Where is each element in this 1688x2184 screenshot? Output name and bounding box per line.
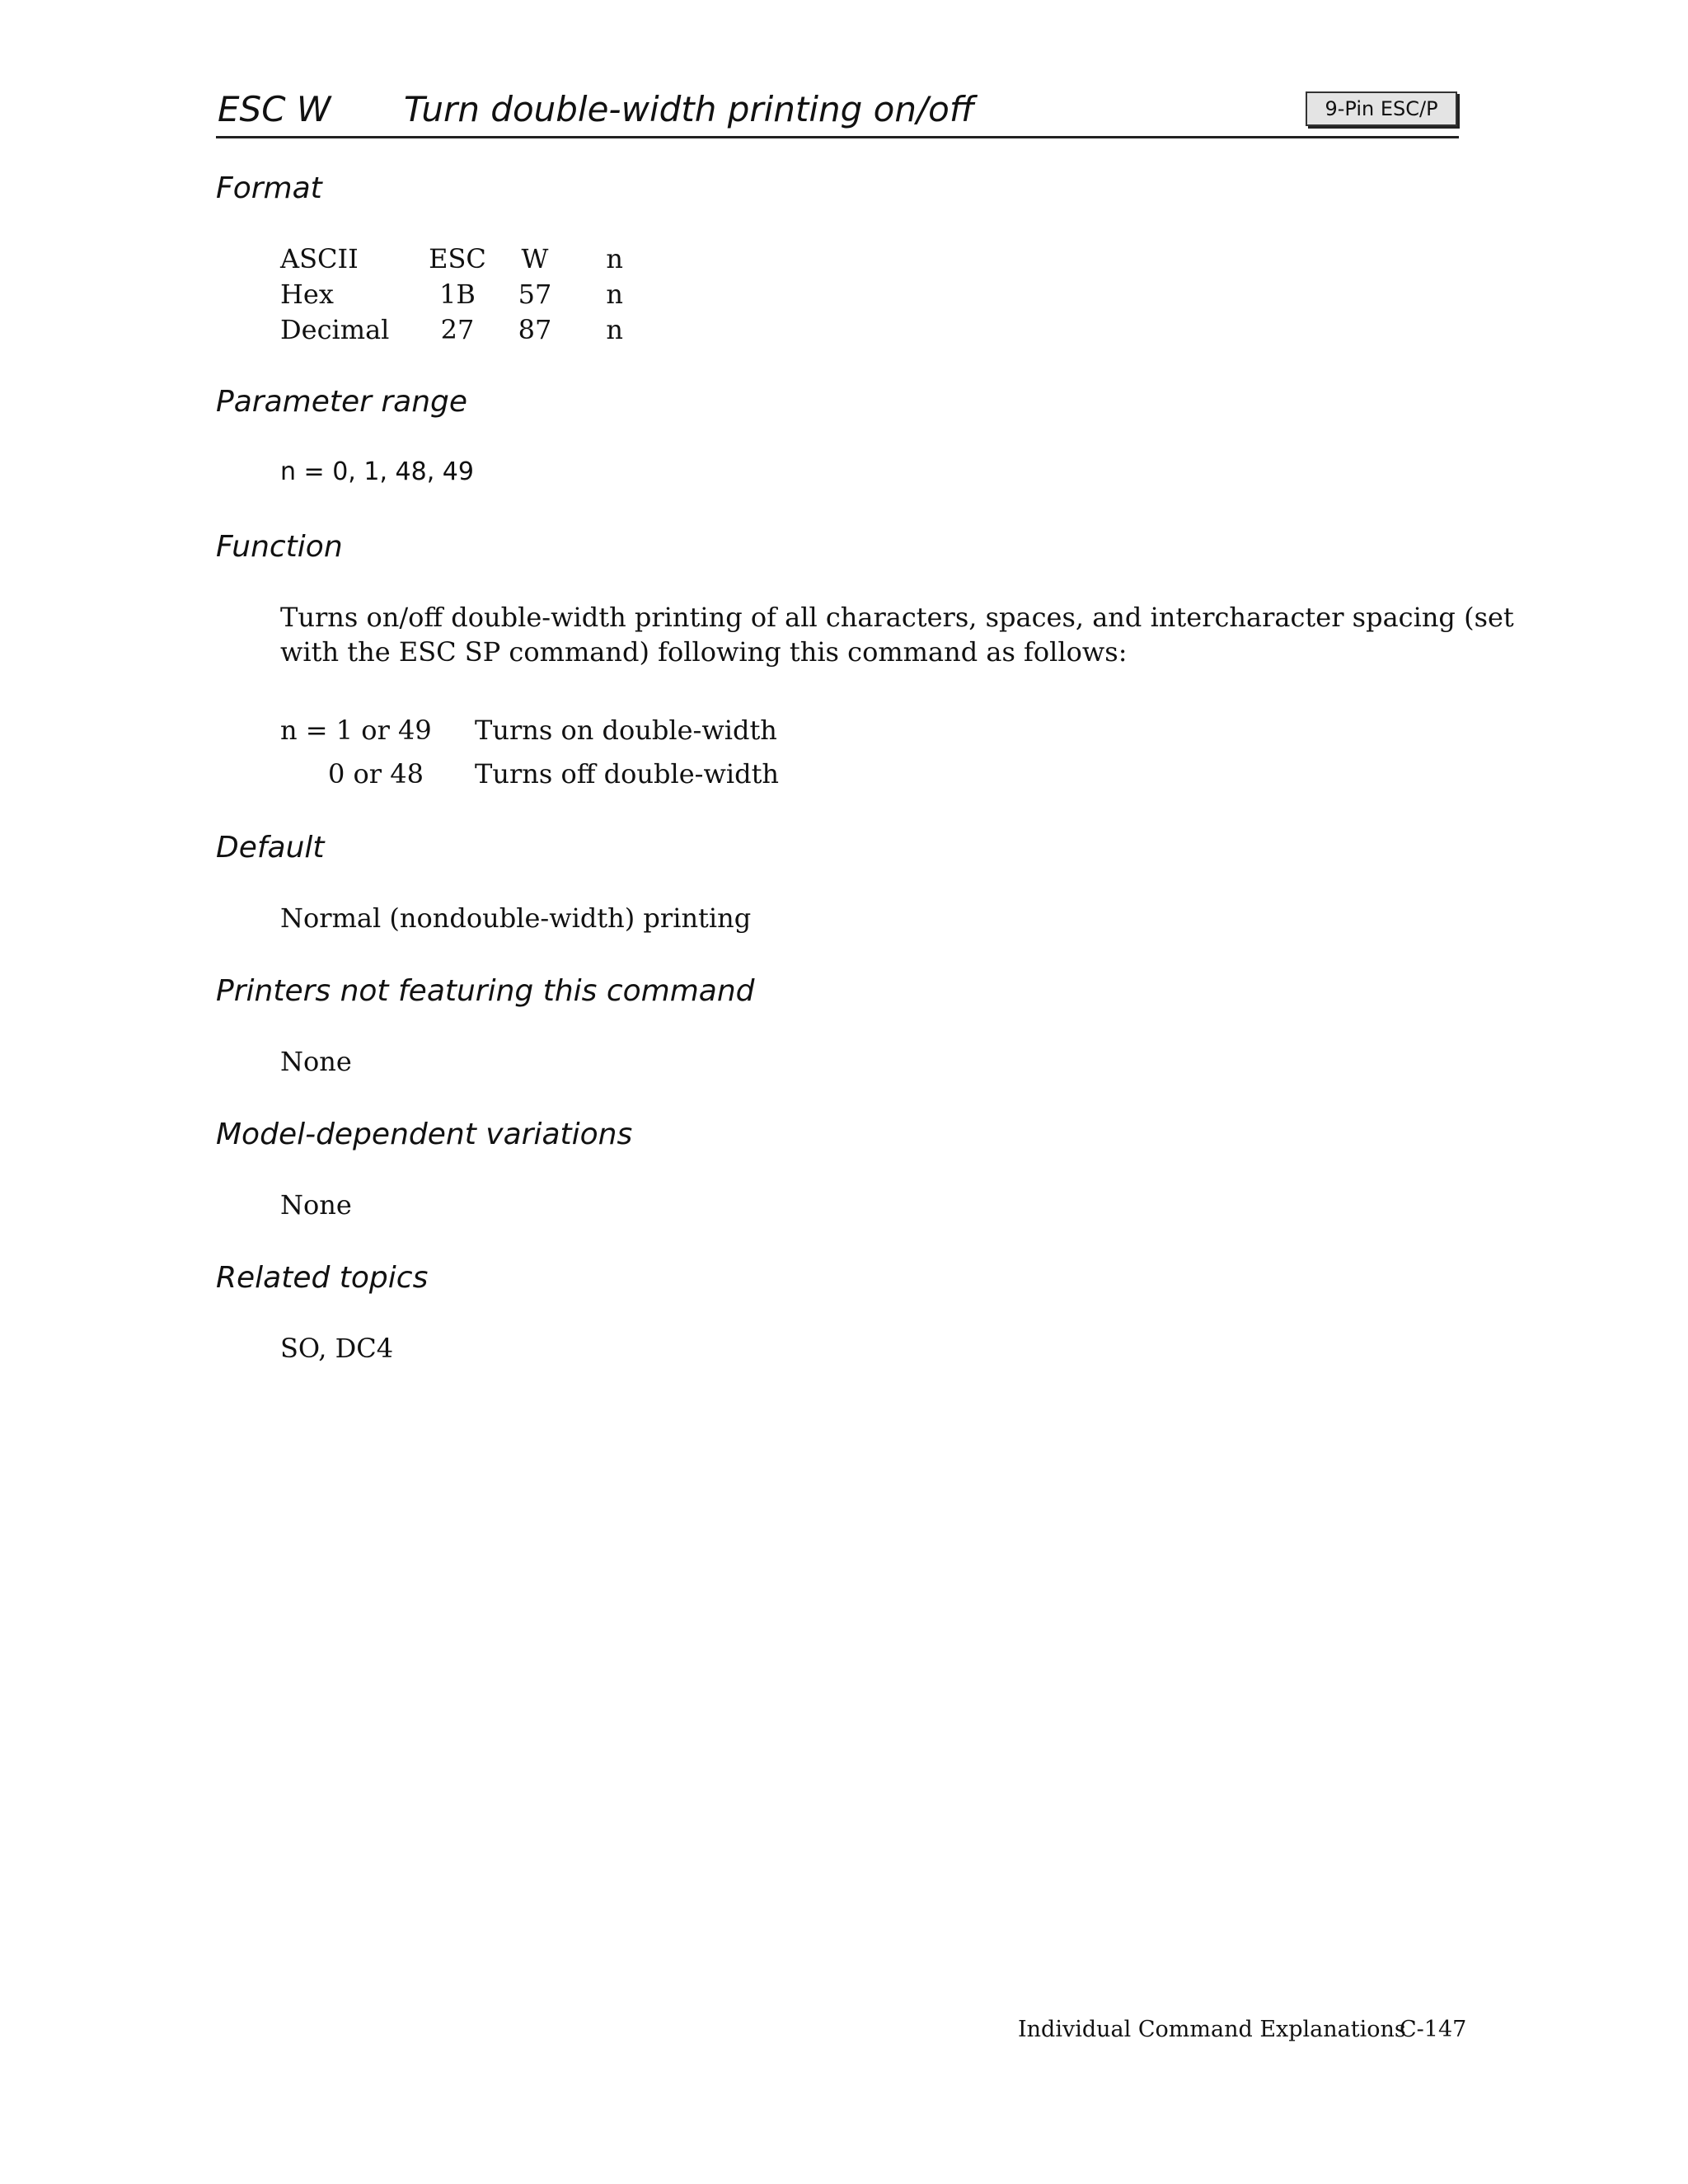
related-topics-value: SO, DC4 [280,1333,394,1364]
format-row [280,312,623,348]
format-cell: ASCII [280,243,359,274]
function-line: with the ESC SP command) following this command as follows: [280,636,1128,668]
default-heading: Default [216,831,325,865]
format-row [280,277,623,312]
format-cell: Decimal [280,314,390,345]
option-description: Turns off double-width [475,758,780,790]
default-value: Normal (nondouble-width) printing [280,902,752,934]
function-options [280,709,779,796]
format-cell: ESC [429,243,486,274]
page-header [216,85,1459,138]
printers-not-featuring-heading: Printers not featuring this command [216,974,755,1008]
format-cell: W [521,243,549,274]
command-title: Turn double-width printing on/off [404,89,975,129]
option-row [280,752,779,796]
option-row [280,709,779,752]
printer-type-badge: 9-Pin ESC/P [1306,91,1457,126]
format-row [280,241,623,277]
command-name: ESC W [218,89,331,129]
format-cell: n [606,279,623,310]
format-cell: 57 [518,279,552,310]
related-topics-heading: Related topics [216,1261,429,1295]
parameter-range-value: n = 0, 1, 48, 49 [280,457,474,486]
format-cell: 27 [440,314,475,345]
option-value: n = 1 or 49 [280,715,432,746]
footer-page-number: C-147 [1400,2017,1467,2042]
model-dependent-value: None [280,1189,352,1221]
option-description: Turns on double-width [475,715,777,746]
format-table [280,241,623,348]
format-cell: Hex [280,279,334,310]
model-dependent-heading: Model-dependent variations [216,1118,633,1151]
format-cell: n [606,243,623,274]
format-heading: Format [216,171,322,205]
printers-not-featuring-value: None [280,1046,352,1077]
format-cell: 87 [518,314,552,345]
format-cell: 1B [439,279,476,310]
function-line: Turns on/off double-width printing of all characters, spaces, and intercharacter spacing (set [280,602,1514,633]
option-value: 0 or 48 [328,758,424,790]
function-description [280,600,1514,669]
footer-chapter: Individual Command Explanations [1018,2017,1406,2042]
format-cell: n [606,314,623,345]
parameter-range-heading: Parameter range [216,385,468,419]
function-heading: Function [216,530,343,564]
